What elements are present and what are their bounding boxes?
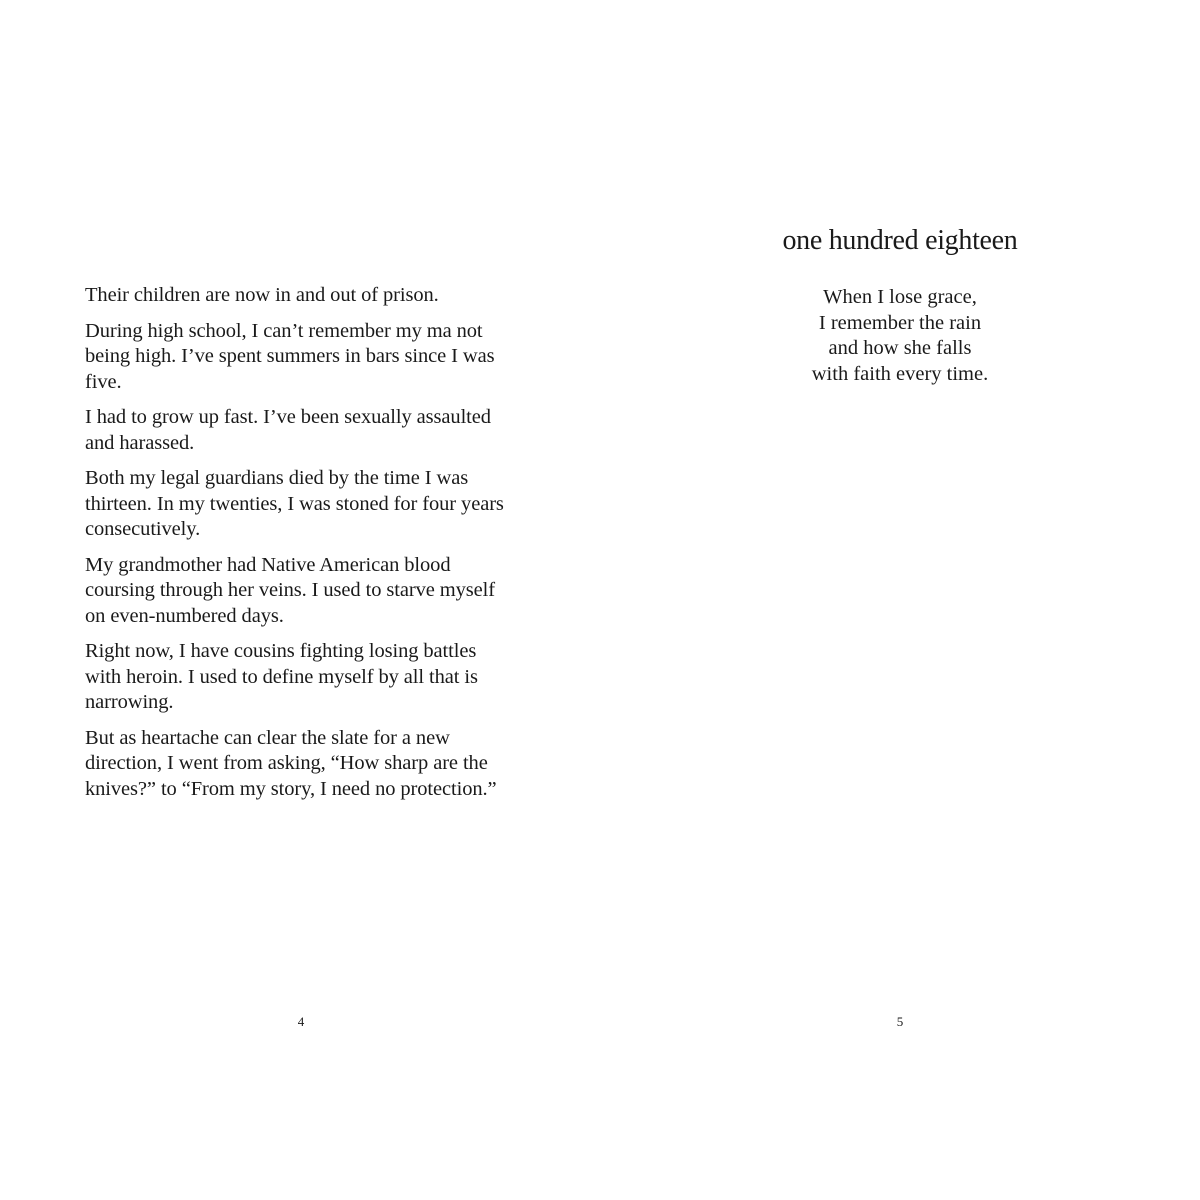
paragraph: But as heartache can clear the slate for a new direction, I went from asking, “How sharp are the knives?” to “From my story, I need no protection.” (85, 726, 497, 800)
right-page (600, 0, 1200, 1200)
poem-line: and how she falls (828, 337, 972, 359)
paragraph: Right now, I have cousins fighting losing battles with heroin. I used to define myself by all that is narrowing. (85, 640, 478, 713)
left-page-body (85, 283, 517, 812)
paragraph: During high school, I can’t remember my ma not being high. I’ve spent summers in bars since I was five. (85, 319, 495, 393)
poem-line: with faith every time. (811, 362, 989, 385)
paragraph: Both my legal guardians died by the time I was thirteen. In my twenties, I was stoned for four years consecutively. (85, 467, 504, 540)
paragraph: Their children are now in and out of prison. (85, 284, 439, 306)
poem-line: When I lose grace, (823, 286, 977, 308)
poem-title: one hundred eighteen (782, 225, 1018, 256)
paragraph: I had to grow up fast. I’ve been sexually assaulted and harassed. (85, 406, 491, 454)
poem-line: I remember the rain (818, 311, 982, 334)
page-number-left: 4 (297, 1014, 305, 1029)
paragraph: My grandmother had Native American blood coursing through her veins. I used to starve myself on even-numbered days. (85, 553, 495, 627)
poem-body (600, 285, 1200, 387)
page-number-right: 5 (896, 1014, 904, 1029)
